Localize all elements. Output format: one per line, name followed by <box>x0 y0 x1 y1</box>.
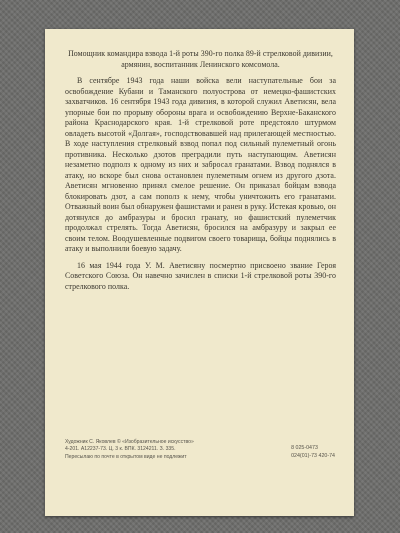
catalog-code-1: 8 025-0473 <box>291 445 318 451</box>
catalog-codes <box>291 445 335 460</box>
catalog-code-2: 024(01)-73 <box>291 452 318 459</box>
print-details: 4-201. А12237-73. Ц. 3 к. ВПК. 3124211. З. 335. <box>65 446 176 453</box>
battle-paragraph: В сентябре 1943 года наши войска вели наступательные бои за освобождение Кубани и Таманского полуострова от немецко-фашистских захватчиков. 16 сентября 1943 года дивизия, в которой служил Аветисян, вела упорные бои по прорыву обороны врага и освобождению Верхне-Баканского района Краснодарского края. 1-й стрелковой роте предстояло штурмом овладеть высотой «Долгая», господствовавшей над прилегающей местностью. В ходе наступления стрелковый взвод попал под сильный пулеметный огонь противника. Несколько дзотов преградили путь наступающим. Аветисян незаметно подполз к одному из них и забросал гранатами. Взвод поднялся в атаку, но вскоре был снова остановлен пулеметным огнем из другого дзота. Аветисян мгновенно принял смелое решение. Он приказал бойцам взвода блокировать дзот, а сам пополз к нему, чтобы уничтожить его гранатами. Отважный воин был обнаружен фашистами и ранен в руку. Истекая кровью, он дотянулся до амбразуры и бросил гранату, но фашистский пулеметчик продолжал стрелять. Тогда Аветисян, бросился на амбразуру и закрыл ее своим телом. Воодушевленные подвигом своего товарища, бойцы поднялись в атаку и выполнили боевую задачу. <box>65 76 336 253</box>
postcard-back <box>45 29 354 516</box>
artist-credit: Художник С. Яковлев © «Изобразительное искусство» <box>65 439 194 445</box>
biography-text <box>65 49 336 292</box>
award-paragraph: 16 мая 1944 года У. М. Аветисяну посмертно присвоено звание Героя Советского Союза. Он навечно зачислен в списки 1-й стрелковой роты 390-го стрелкового полка. <box>65 260 336 291</box>
publisher-imprint <box>65 439 335 461</box>
catalog-code-3: 420-74 <box>318 452 335 459</box>
mailing-note: Пересылаю по почте в открытом виде не подлежит <box>65 453 187 460</box>
intro-paragraph: Помощник командира взвода 1-й роты 390-го полка 89-й стрелковой дивизии, армянин, воспитанник Ленинского комсомола. <box>68 49 333 69</box>
